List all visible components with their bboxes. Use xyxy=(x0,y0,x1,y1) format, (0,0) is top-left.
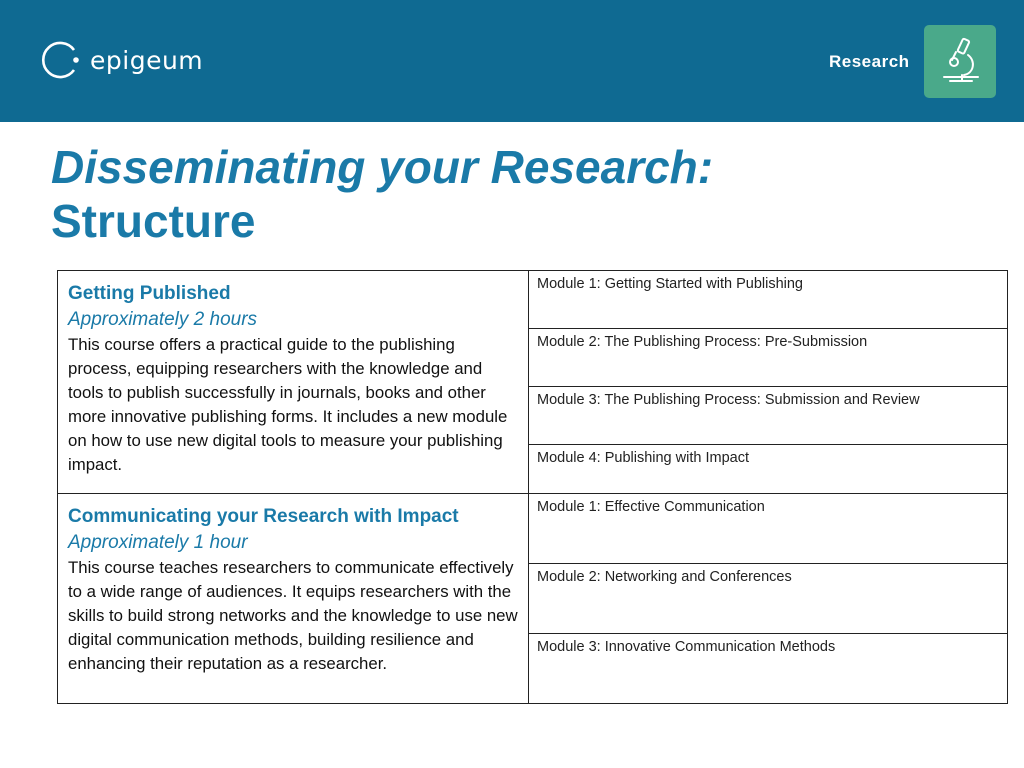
module-cell: Module 1: Effective Communication xyxy=(529,494,1008,564)
course-duration: Approximately 2 hours xyxy=(68,309,258,330)
course-description-cell xyxy=(58,494,529,704)
table-row xyxy=(58,494,1008,564)
research-badge xyxy=(924,25,996,98)
course-duration: Approximately 1 hour xyxy=(68,532,248,553)
module-cell: Module 2: The Publishing Process: Pre-Submission xyxy=(529,329,1008,387)
course-description: This course teaches researchers to communicate effectively to a wide range of audiences. It equips researchers with the skills to build strong networks and the knowledge to use new digital communication methods, building resilience and enhancing their reputation as a researcher. xyxy=(68,558,518,673)
epigeum-logo xyxy=(40,38,203,82)
table-row xyxy=(58,271,1008,329)
module-cell: Module 4: Publishing with Impact xyxy=(529,445,1008,494)
course-description: This course offers a practical guide to the publishing process, equipping researchers with the knowledge and tools to publish successfully in journals, books and other more innovative publishing forms. It includes a new module on how to use new digital tools to measure your publishing impact. xyxy=(68,335,508,474)
course-structure-table xyxy=(57,270,1008,704)
course-description-cell xyxy=(58,271,529,494)
header-bar xyxy=(0,0,1024,122)
module-cell: Module 2: Networking and Conferences xyxy=(529,564,1008,634)
page-title-line1: Disseminating your Research: xyxy=(51,141,714,193)
course-title: Getting Published xyxy=(68,283,231,304)
module-cell: Module 1: Getting Started with Publishing xyxy=(529,271,1008,329)
module-cell: Module 3: The Publishing Process: Submission and Review xyxy=(529,387,1008,445)
microscope-icon xyxy=(940,37,982,85)
logo-circle-icon xyxy=(40,38,84,82)
section-label: Research xyxy=(829,52,910,71)
brand-name: epigeum xyxy=(90,45,204,75)
page-title-line2: Structure xyxy=(51,195,256,247)
page-title xyxy=(51,140,713,248)
module-cell: Module 3: Innovative Communication Methods xyxy=(529,634,1008,704)
course-title: Communicating your Research with Impact xyxy=(68,506,459,527)
